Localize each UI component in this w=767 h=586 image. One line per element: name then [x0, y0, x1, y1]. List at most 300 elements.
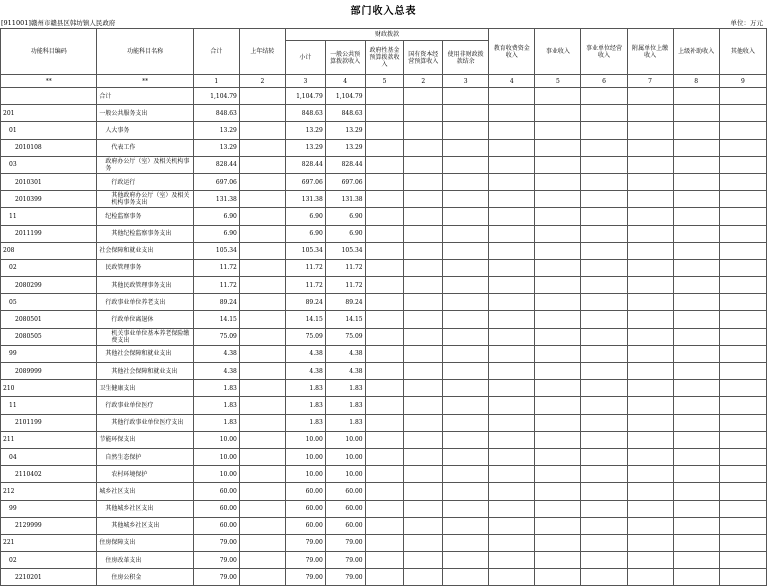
cell-subordinate [627, 552, 673, 569]
cell-subtotal: 4.38 [285, 345, 325, 362]
cell-operation [581, 105, 627, 122]
index-cell: 4 [489, 75, 535, 88]
cell-general: 79.00 [325, 534, 365, 551]
cell-total: 10.00 [193, 466, 239, 483]
unit-name: [911001]赣州市赣县区韩坊镇人民政府 [1, 19, 116, 27]
cell-superior [673, 483, 719, 500]
cell-business [535, 311, 581, 328]
table-row [1, 208, 767, 225]
header-state-capital: 国有资本经营预算收入 [404, 41, 443, 75]
cell-general: 75.09 [325, 328, 365, 345]
cell-subtotal: 828.44 [285, 156, 325, 173]
cell-non-fiscal [443, 259, 489, 276]
cell-operation [581, 483, 627, 500]
cell-state-capital [404, 173, 443, 190]
cell-fund [365, 345, 404, 362]
cell-subordinate [627, 328, 673, 345]
cell-code: 2210201 [1, 569, 97, 586]
cell-fund [365, 105, 404, 122]
cell-state-capital [404, 483, 443, 500]
cell-carryover [239, 173, 285, 190]
index-cell: 4 [325, 75, 365, 88]
cell-subordinate [627, 277, 673, 294]
cell-subtotal: 60.00 [285, 483, 325, 500]
cell-fund [365, 242, 404, 259]
cell-non-fiscal [443, 173, 489, 190]
cell-name: 节能环保支出 [97, 431, 193, 448]
table-row [1, 517, 767, 534]
cell-total: 10.00 [193, 448, 239, 465]
index-cell: 5 [365, 75, 404, 88]
cell-carryover [239, 259, 285, 276]
cell-carryover [239, 139, 285, 156]
cell-code: 99 [1, 345, 97, 362]
cell-superior [673, 466, 719, 483]
cell-name: 机关事业单位基本养老保险缴费支出 [97, 328, 193, 345]
cell-name: 其他社会保障和就业支出 [97, 363, 193, 380]
cell-carryover [239, 156, 285, 173]
table-row [1, 466, 767, 483]
cell-business [535, 534, 581, 551]
cell-code: 211 [1, 431, 97, 448]
cell-general: 4.38 [325, 363, 365, 380]
table-row [1, 328, 767, 345]
cell-state-capital [404, 500, 443, 517]
cell-state-capital [404, 191, 443, 208]
cell-superior [673, 139, 719, 156]
cell-general: 1.83 [325, 397, 365, 414]
cell-carryover [239, 363, 285, 380]
table-row [1, 294, 767, 311]
cell-carryover [239, 448, 285, 465]
table-row [1, 105, 767, 122]
cell-name: 自然生态保护 [97, 448, 193, 465]
cell-operation [581, 552, 627, 569]
cell-name: 其他纪检监察事务支出 [97, 225, 193, 242]
cell-code: 2010301 [1, 173, 97, 190]
cell-carryover [239, 242, 285, 259]
cell-state-capital [404, 294, 443, 311]
cell-superior [673, 414, 719, 431]
cell-other [719, 345, 766, 362]
cell-carryover [239, 191, 285, 208]
cell-fund [365, 552, 404, 569]
cell-business [535, 466, 581, 483]
cell-fund [365, 397, 404, 414]
cell-fund [365, 328, 404, 345]
cell-subordinate [627, 397, 673, 414]
cell-other [719, 517, 766, 534]
cell-business [535, 191, 581, 208]
cell-state-capital [404, 105, 443, 122]
cell-fund [365, 466, 404, 483]
cell-code: 01 [1, 122, 97, 139]
cell-carryover [239, 328, 285, 345]
cell-general: 13.29 [325, 139, 365, 156]
cell-fund [365, 414, 404, 431]
cell-state-capital [404, 552, 443, 569]
cell-operation [581, 569, 627, 586]
cell-business [535, 122, 581, 139]
cell-code: 2080501 [1, 311, 97, 328]
cell-general: 79.00 [325, 569, 365, 586]
header-other: 其他收入 [719, 29, 766, 75]
index-cell: ** [1, 75, 97, 88]
cell-non-fiscal [443, 156, 489, 173]
cell-other [719, 552, 766, 569]
cell-general: 1.83 [325, 414, 365, 431]
cell-subtotal: 11.72 [285, 259, 325, 276]
cell-total: 1.83 [193, 414, 239, 431]
cell-subtotal: 105.34 [285, 242, 325, 259]
cell-total: 75.09 [193, 328, 239, 345]
cell-non-fiscal [443, 345, 489, 362]
cell-subtotal: 60.00 [285, 517, 325, 534]
index-cell: 7 [627, 75, 673, 88]
cell-operation [581, 225, 627, 242]
cell-business [535, 328, 581, 345]
cell-general: 6.90 [325, 225, 365, 242]
cell-business [535, 363, 581, 380]
cell-subtotal: 13.29 [285, 122, 325, 139]
cell-edu-fee [489, 139, 535, 156]
cell-total: 1,104.79 [193, 88, 239, 105]
cell-edu-fee [489, 122, 535, 139]
cell-general: 14.15 [325, 311, 365, 328]
cell-state-capital [404, 259, 443, 276]
cell-fund [365, 363, 404, 380]
cell-business [535, 448, 581, 465]
cell-total: 60.00 [193, 500, 239, 517]
cell-fund [365, 483, 404, 500]
cell-edu-fee [489, 105, 535, 122]
cell-general: 11.72 [325, 277, 365, 294]
cell-general: 11.72 [325, 259, 365, 276]
cell-carryover [239, 225, 285, 242]
cell-edu-fee [489, 534, 535, 551]
cell-total: 13.29 [193, 122, 239, 139]
cell-fund [365, 294, 404, 311]
cell-subordinate [627, 208, 673, 225]
cell-operation [581, 328, 627, 345]
cell-non-fiscal [443, 88, 489, 105]
header-fiscal-group: 财政拨款 [285, 29, 488, 41]
table-row [1, 363, 767, 380]
cell-general: 131.38 [325, 191, 365, 208]
header-edu-fee: 教育收费资金收入 [489, 29, 535, 75]
cell-subtotal: 79.00 [285, 552, 325, 569]
cell-edu-fee [489, 517, 535, 534]
cell-name: 合计 [97, 88, 193, 105]
cell-business [535, 173, 581, 190]
cell-non-fiscal [443, 242, 489, 259]
cell-non-fiscal [443, 517, 489, 534]
cell-subordinate [627, 345, 673, 362]
cell-subordinate [627, 431, 673, 448]
cell-non-fiscal [443, 500, 489, 517]
cell-superior [673, 156, 719, 173]
cell-state-capital [404, 225, 443, 242]
cell-operation [581, 534, 627, 551]
cell-total: 14.15 [193, 311, 239, 328]
cell-subtotal: 1.83 [285, 397, 325, 414]
cell-operation [581, 173, 627, 190]
cell-carryover [239, 534, 285, 551]
cell-other [719, 448, 766, 465]
cell-name: 行政单位离退休 [97, 311, 193, 328]
cell-state-capital [404, 156, 443, 173]
cell-other [719, 88, 766, 105]
cell-edu-fee [489, 414, 535, 431]
cell-name: 住房保障支出 [97, 534, 193, 551]
cell-total: 11.72 [193, 259, 239, 276]
cell-other [719, 311, 766, 328]
cell-code: 2101199 [1, 414, 97, 431]
cell-business [535, 139, 581, 156]
cell-subtotal: 60.00 [285, 500, 325, 517]
cell-non-fiscal [443, 363, 489, 380]
cell-subordinate [627, 448, 673, 465]
cell-subordinate [627, 88, 673, 105]
cell-code [1, 88, 97, 105]
cell-fund [365, 139, 404, 156]
cell-code: 2129999 [1, 517, 97, 534]
cell-carryover [239, 105, 285, 122]
cell-superior [673, 122, 719, 139]
index-cell: 2 [239, 75, 285, 88]
cell-superior [673, 311, 719, 328]
cell-state-capital [404, 431, 443, 448]
cell-name: 其他民政管理事务支出 [97, 277, 193, 294]
cell-superior [673, 242, 719, 259]
cell-operation [581, 208, 627, 225]
cell-non-fiscal [443, 448, 489, 465]
cell-edu-fee [489, 311, 535, 328]
cell-edu-fee [489, 225, 535, 242]
cell-operation [581, 500, 627, 517]
table-row [1, 414, 767, 431]
cell-non-fiscal [443, 277, 489, 294]
cell-code: 208 [1, 242, 97, 259]
cell-superior [673, 397, 719, 414]
cell-subtotal: 697.06 [285, 173, 325, 190]
cell-state-capital [404, 139, 443, 156]
cell-edu-fee [489, 483, 535, 500]
cell-subordinate [627, 173, 673, 190]
cell-business [535, 225, 581, 242]
cell-subordinate [627, 122, 673, 139]
cell-state-capital [404, 88, 443, 105]
cell-name: 其他行政事业单位医疗支出 [97, 414, 193, 431]
cell-operation [581, 88, 627, 105]
cell-fund [365, 380, 404, 397]
cell-operation [581, 448, 627, 465]
cell-state-capital [404, 466, 443, 483]
cell-fund [365, 500, 404, 517]
cell-edu-fee [489, 156, 535, 173]
cell-superior [673, 569, 719, 586]
cell-code: 11 [1, 208, 97, 225]
cell-superior [673, 345, 719, 362]
cell-carryover [239, 397, 285, 414]
cell-carryover [239, 483, 285, 500]
cell-edu-fee [489, 397, 535, 414]
cell-subtotal: 10.00 [285, 448, 325, 465]
cell-operation [581, 380, 627, 397]
cell-state-capital [404, 380, 443, 397]
cell-operation [581, 242, 627, 259]
cell-carryover [239, 277, 285, 294]
cell-carryover [239, 122, 285, 139]
cell-business [535, 208, 581, 225]
table-row [1, 431, 767, 448]
table-row [1, 534, 767, 551]
cell-non-fiscal [443, 534, 489, 551]
cell-subordinate [627, 414, 673, 431]
table-row [1, 191, 767, 208]
cell-business [535, 242, 581, 259]
cell-fund [365, 448, 404, 465]
cell-non-fiscal [443, 122, 489, 139]
cell-name: 其他城乡社区支出 [97, 500, 193, 517]
cell-other [719, 225, 766, 242]
cell-name: 卫生健康支出 [97, 380, 193, 397]
cell-general: 13.29 [325, 122, 365, 139]
cell-edu-fee [489, 466, 535, 483]
cell-general: 697.06 [325, 173, 365, 190]
cell-other [719, 569, 766, 586]
cell-subtotal: 1.83 [285, 380, 325, 397]
index-cell: 1 [193, 75, 239, 88]
cell-name: 城乡社区支出 [97, 483, 193, 500]
cell-state-capital [404, 517, 443, 534]
cell-name: 农村环境保护 [97, 466, 193, 483]
cell-code: 2010399 [1, 191, 97, 208]
cell-other [719, 242, 766, 259]
index-cell: 5 [535, 75, 581, 88]
cell-total: 11.72 [193, 277, 239, 294]
cell-operation [581, 517, 627, 534]
cell-subtotal: 14.15 [285, 311, 325, 328]
cell-edu-fee [489, 569, 535, 586]
cell-total: 4.38 [193, 345, 239, 362]
cell-name: 社会保障和就业支出 [97, 242, 193, 259]
cell-subtotal: 6.90 [285, 208, 325, 225]
cell-subtotal: 79.00 [285, 569, 325, 586]
cell-business [535, 483, 581, 500]
cell-edu-fee [489, 448, 535, 465]
cell-carryover [239, 414, 285, 431]
cell-edu-fee [489, 363, 535, 380]
header-subordinate: 附属单位上缴收入 [627, 29, 673, 75]
cell-total: 89.24 [193, 294, 239, 311]
cell-general: 10.00 [325, 466, 365, 483]
cell-superior [673, 380, 719, 397]
cell-name: 住房改革支出 [97, 552, 193, 569]
cell-operation [581, 397, 627, 414]
cell-edu-fee [489, 242, 535, 259]
cell-general: 79.00 [325, 552, 365, 569]
cell-state-capital [404, 328, 443, 345]
cell-operation [581, 363, 627, 380]
cell-superior [673, 88, 719, 105]
cell-general: 89.24 [325, 294, 365, 311]
cell-total: 60.00 [193, 517, 239, 534]
cell-non-fiscal [443, 208, 489, 225]
cell-edu-fee [489, 380, 535, 397]
cell-subtotal: 11.72 [285, 277, 325, 294]
cell-general: 6.90 [325, 208, 365, 225]
cell-operation [581, 311, 627, 328]
cell-subordinate [627, 156, 673, 173]
cell-superior [673, 225, 719, 242]
cell-business [535, 105, 581, 122]
cell-subtotal: 848.63 [285, 105, 325, 122]
cell-non-fiscal [443, 328, 489, 345]
cell-subordinate [627, 311, 673, 328]
cell-other [719, 259, 766, 276]
header-name: 功能科目名称 [97, 29, 193, 75]
cell-operation [581, 191, 627, 208]
cell-business [535, 345, 581, 362]
cell-code: 03 [1, 156, 97, 173]
cell-edu-fee [489, 328, 535, 345]
cell-other [719, 328, 766, 345]
cell-general: 60.00 [325, 483, 365, 500]
cell-superior [673, 277, 719, 294]
cell-edu-fee [489, 259, 535, 276]
cell-non-fiscal [443, 225, 489, 242]
index-cell: 2 [404, 75, 443, 88]
cell-other [719, 277, 766, 294]
cell-edu-fee [489, 88, 535, 105]
cell-name: 代表工作 [97, 139, 193, 156]
cell-edu-fee [489, 345, 535, 362]
cell-non-fiscal [443, 311, 489, 328]
cell-superior [673, 534, 719, 551]
cell-other [719, 534, 766, 551]
cell-subordinate [627, 259, 673, 276]
cell-subtotal: 75.09 [285, 328, 325, 345]
cell-total: 79.00 [193, 534, 239, 551]
cell-fund [365, 311, 404, 328]
cell-code: 221 [1, 534, 97, 551]
cell-other [719, 414, 766, 431]
cell-fund [365, 191, 404, 208]
cell-state-capital [404, 569, 443, 586]
cell-name: 行政事业单位养老支出 [97, 294, 193, 311]
cell-subordinate [627, 466, 673, 483]
cell-other [719, 466, 766, 483]
cell-business [535, 431, 581, 448]
table-row [1, 242, 767, 259]
cell-code: 2089999 [1, 363, 97, 380]
cell-non-fiscal [443, 431, 489, 448]
cell-carryover [239, 569, 285, 586]
cell-code: 05 [1, 294, 97, 311]
cell-name: 人大事务 [97, 122, 193, 139]
cell-name: 住房公积金 [97, 569, 193, 586]
cell-subtotal: 10.00 [285, 431, 325, 448]
cell-name: 行政运行 [97, 173, 193, 190]
cell-non-fiscal [443, 466, 489, 483]
cell-subordinate [627, 242, 673, 259]
cell-general: 1,104.79 [325, 88, 365, 105]
table-row [1, 225, 767, 242]
cell-total: 1.83 [193, 397, 239, 414]
header-general: 一般公共预算拨款收入 [325, 41, 365, 75]
cell-fund [365, 122, 404, 139]
